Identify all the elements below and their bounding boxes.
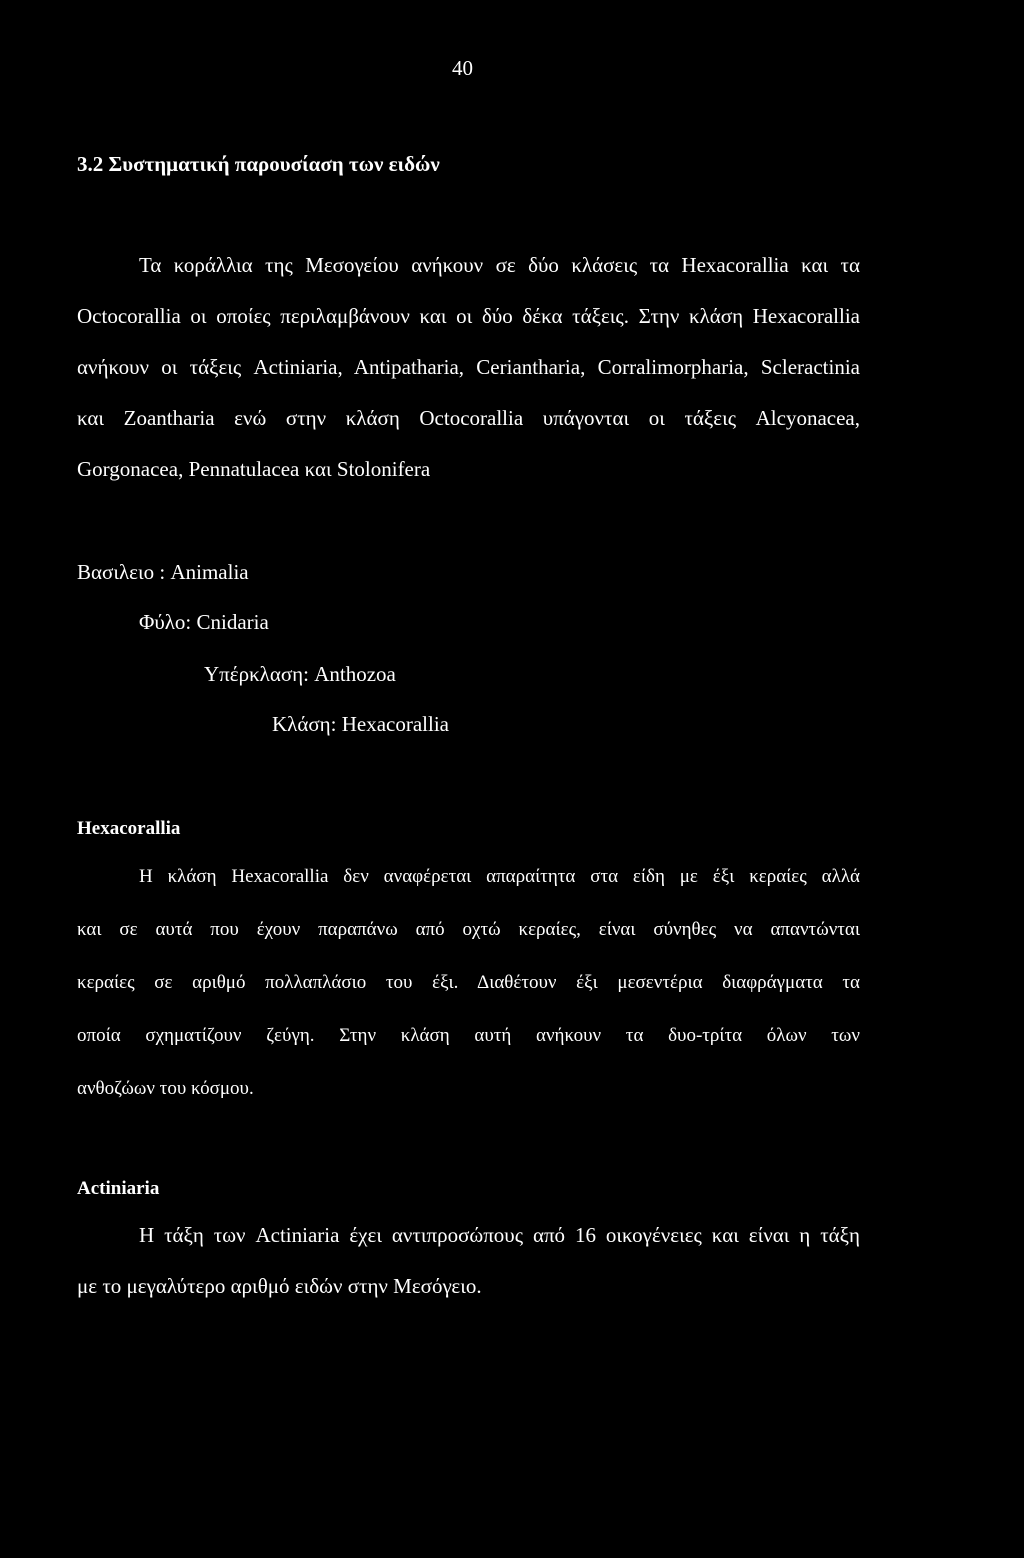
intro-line: Τα κοράλλια της Μεσογείου ανήκουν σε δύο κλάσεις τα Hexacorallia και τα bbox=[139, 253, 860, 277]
intro-line: ανήκουν οι τάξεις Actiniaria, Antipatharia, Ceriantharia, Corralimorpharia, Scleractinia bbox=[77, 355, 860, 379]
section-title: 3.2 Συστηματική παρουσίαση των ειδών bbox=[77, 152, 440, 176]
actiniaria-line: με το μεγαλύτερο αριθμό ειδών στην Μεσόγειο. bbox=[77, 1274, 482, 1298]
intro-line: και Zoantharia ενώ στην κλάση Octocorallia υπάγονται οι τάξεις Alcyonacea, bbox=[77, 406, 860, 430]
hexacorallia-line: και σε αυτά που έχουν παραπάνω από οχτώ κεραίες, είναι σύνηθες να απαντώνται bbox=[77, 919, 860, 940]
hexacorallia-line: οποία σχηματίζουν ζεύγη. Στην κλάση αυτή ανήκουν τα δυο-τρίτα όλων των bbox=[77, 1025, 860, 1046]
taxonomy-class: Κλάση: Hexacorallia bbox=[272, 712, 450, 736]
hexacorallia-line: κεραίες σε αριθμό πολλαπλάσιο του έξι. Διαθέτουν έξι μεσεντέρια διαφράγματα τα bbox=[77, 972, 860, 993]
taxonomy-kingdom: Βασιλειο : Animalia bbox=[77, 560, 249, 584]
taxonomy-superclass: Υπέρκλαση: Anthozoa bbox=[204, 662, 396, 686]
actiniaria-heading: Actiniaria bbox=[77, 1178, 160, 1199]
actiniaria-paragraph bbox=[77, 1210, 860, 1312]
intro-line: Gorgonacea, Pennatulacea και Stolonifera bbox=[77, 457, 431, 481]
hexacorallia-line: ανθοζώων του κόσμου. bbox=[77, 1078, 254, 1099]
hexacorallia-line: Η κλάση Hexacorallia δεν αναφέρεται απαραίτητα στα είδη με έξι κεραίες αλλά bbox=[139, 866, 860, 887]
page-number: 40 bbox=[452, 56, 473, 80]
intro-paragraph bbox=[77, 240, 860, 495]
hexacorallia-paragraph bbox=[77, 850, 860, 1115]
intro-line: Octocorallia οι οποίες περιλαμβάνουν και οι δύο δέκα τάξεις. Στην κλάση Hexacorallia bbox=[77, 304, 860, 328]
hexacorallia-heading: Hexacorallia bbox=[77, 818, 181, 839]
taxonomy-phylum: Φύλο: Cnidaria bbox=[139, 610, 269, 634]
actiniaria-line: Η τάξη των Actiniaria έχει αντιπροσώπους από 16 οικογένειες και είναι η τάξη bbox=[139, 1223, 860, 1247]
